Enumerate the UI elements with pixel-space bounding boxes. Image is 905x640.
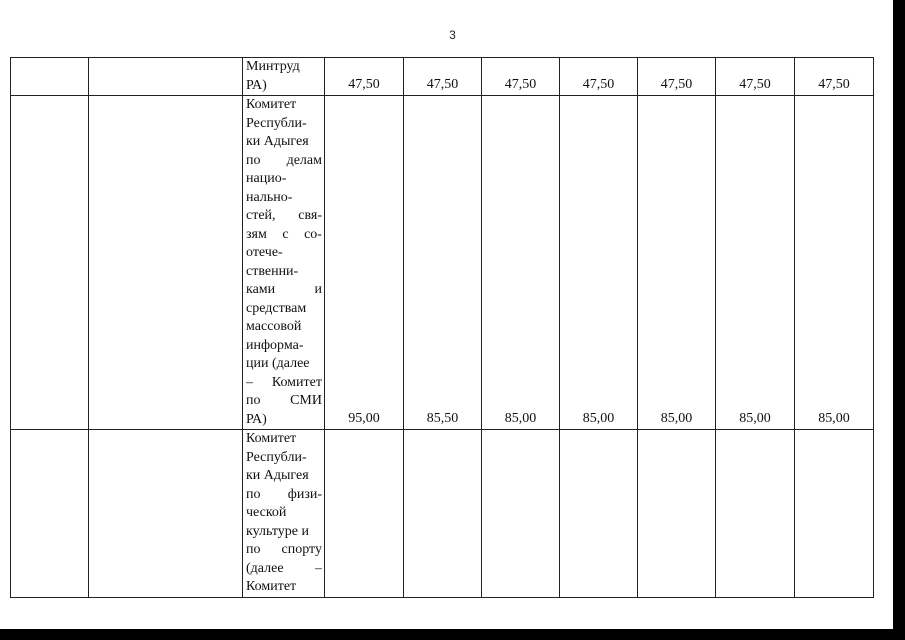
organization-cell: [243, 96, 325, 430]
value-cell: 95,00: [325, 96, 404, 430]
organization-line: Комитет: [246, 579, 297, 594]
organization-line: ки Адыгея: [246, 468, 309, 483]
organization-line: культуре и: [246, 523, 309, 539]
organization-line: РА): [246, 77, 267, 93]
value-cell: [325, 430, 404, 598]
organization-line: массовой: [246, 319, 302, 334]
value-cell: 47,50: [325, 58, 404, 96]
value-cell: 85,00: [638, 96, 716, 430]
value-cell: [795, 430, 874, 598]
organization-line: ческой: [246, 505, 287, 520]
value-cell: 85,50: [404, 96, 482, 430]
value-cell: 47,50: [716, 58, 795, 96]
organization-line: нально-: [246, 189, 293, 205]
table-row: [11, 96, 874, 430]
organization-line: Республи-: [246, 115, 307, 131]
organization-line: информа-: [246, 337, 304, 353]
organization-line: средствам: [246, 300, 307, 316]
value-cell: 47,50: [795, 58, 874, 96]
organization-line: – Комитет: [246, 374, 322, 390]
organization-line: Комитет: [246, 97, 297, 112]
value-cell: [716, 430, 795, 598]
organization-line: по спорту: [246, 542, 322, 557]
organization-line: стей, свя-: [246, 208, 322, 223]
organization-line: ственни-: [246, 263, 299, 279]
value-cell: [638, 430, 716, 598]
empty-cell: [11, 96, 89, 430]
organization-line: Республи-: [246, 449, 307, 465]
value-cell: [560, 430, 638, 598]
value-cell: 47,50: [482, 58, 560, 96]
value-cell: 85,00: [482, 96, 560, 430]
value-cell: [482, 430, 560, 598]
organization-line: нацио-: [246, 171, 287, 186]
table-row: [11, 430, 874, 598]
organization-line: ки Адыгея: [246, 134, 309, 149]
organization-line: по СМИ: [246, 393, 322, 408]
organization-line: отече-: [246, 245, 283, 260]
value-cell: 47,50: [638, 58, 716, 96]
value-cell: 85,00: [560, 96, 638, 430]
empty-cell: [89, 430, 243, 598]
organization-line: РА): [246, 411, 267, 427]
organization-line: ками и: [246, 282, 322, 297]
budget-table: [10, 57, 874, 598]
value-cell: 85,00: [716, 96, 795, 430]
organization-line: по физи-: [246, 486, 322, 502]
value-cell: 85,00: [795, 96, 874, 430]
empty-cell: [89, 58, 243, 96]
value-cell: [404, 430, 482, 598]
organization-line: ции (далее: [246, 356, 310, 371]
organization-line: Минтруд: [246, 59, 300, 74]
organization-cell: [243, 430, 325, 598]
organization-line: зям с со-: [246, 226, 322, 242]
empty-cell: [11, 430, 89, 598]
empty-cell: [11, 58, 89, 96]
organization-line: Комитет: [246, 431, 297, 446]
value-cell: 47,50: [404, 58, 482, 96]
organization-line: (далее –: [246, 560, 322, 576]
page-number: 3: [449, 28, 456, 42]
value-cell: 47,50: [560, 58, 638, 96]
organization-cell: [243, 58, 325, 96]
empty-cell: [89, 96, 243, 430]
table-row: [11, 58, 874, 96]
organization-line: по делам: [246, 152, 322, 168]
